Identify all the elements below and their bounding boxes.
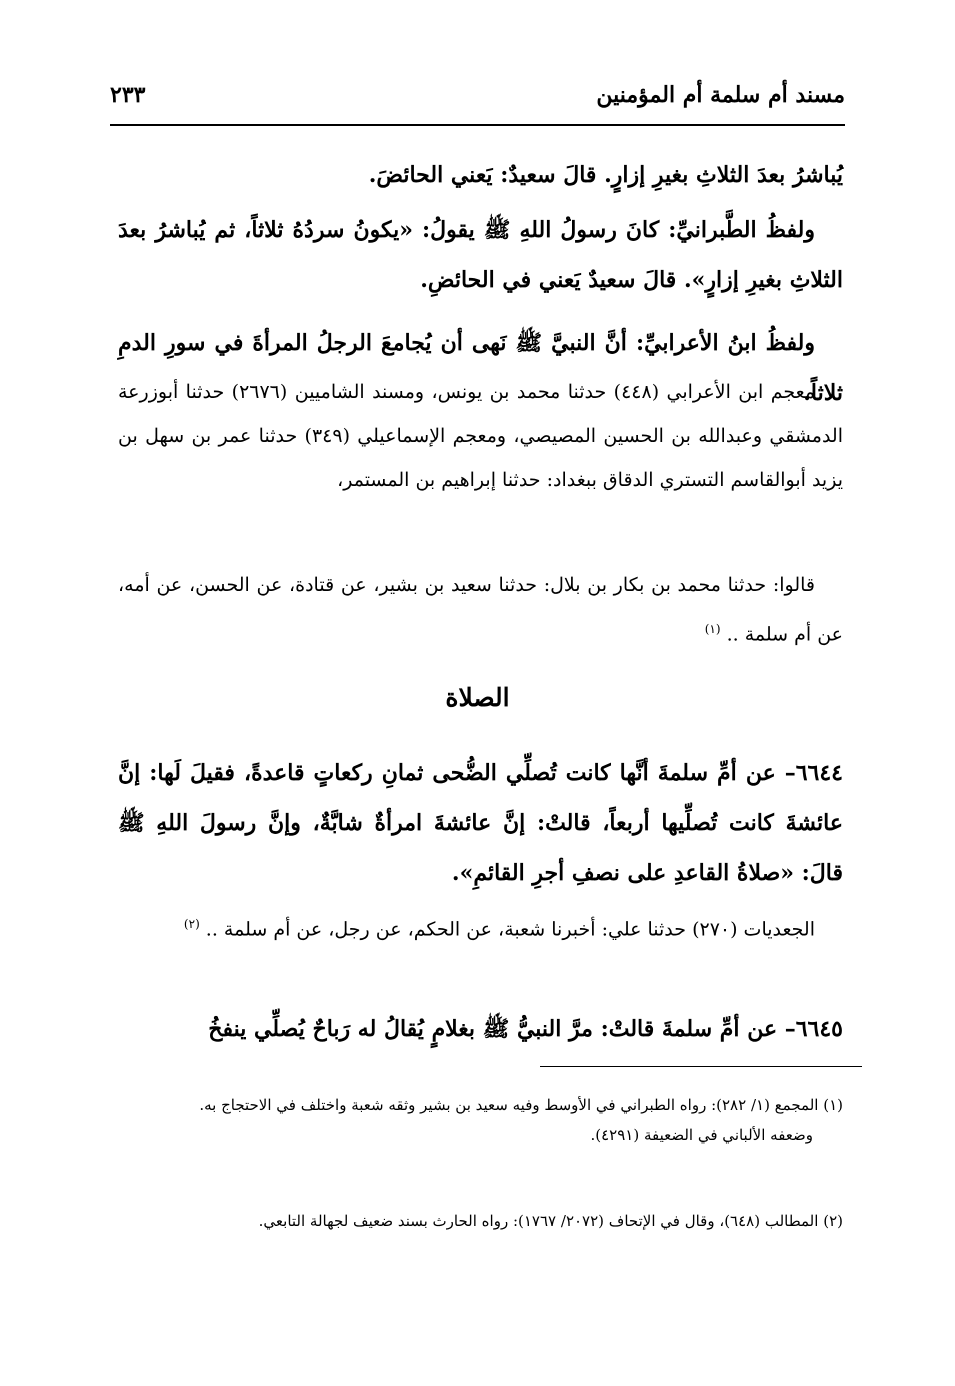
footnote-ref-1: (١) xyxy=(704,622,721,636)
footnote-1-number: (١) xyxy=(823,1096,843,1114)
source-citation-3-text: الجعديات (٢٧٠) حدثنا علي: أخبرنا شعبة، عن الحكم، عن رجل، عن أم سلمة .. xyxy=(205,918,815,941)
section-title: الصلاة xyxy=(445,683,510,712)
page-number: ٢٣٣ xyxy=(110,82,146,108)
source-citation-2-text: قالوا: حدثنا محمد بن بكار بن بلال: حدثنا سعيد بن بشير، عن قتادة، عن الحسن، عن أمه، عن أم سلمة .. xyxy=(118,574,843,646)
paragraph-tabarani: ولفظُ الطَّبرانيِّ: كانَ رسولُ اللهِ ﷺ يقولُ: «يكونُ سردُهُ ثلاثاً، ثم يُباشرُ بعدَ الثلاثِ بغيرِ إزارٍ». قالَ سعيدٌ يَعني في الحائضِ. xyxy=(118,217,843,293)
footnote-2-number: (٢) xyxy=(823,1212,843,1230)
running-title: مسند أم سلمة أم المؤمنين xyxy=(596,82,845,108)
paragraph-continuation: يُباشرُ بعدَ الثلاثِ بغيرِ إزارٍ. قالَ سعيدٌ: يَعني الحائضَ. xyxy=(368,162,843,188)
footnote-ref-2: (٢) xyxy=(183,917,200,931)
footnote-1-text: المجمع (١/ ٢٨٢): رواه الطبراني في الأوسط وفيه سعيد بن بشير وثقه شعبة واختلف في الاحتجاج به. xyxy=(199,1096,819,1114)
footnote-2-text: المطالب (٦٤٨)، وقال في الإتحاف (٢٠٧٢/ ١٧٦٧): رواه الحارث بسند ضعيف لجهالة التابعي. xyxy=(258,1212,819,1230)
hadith-6645: ٦٦٤٥– عن أمِّ سلمةَ قالتْ: مرَّ النبيُّ ﷺ بغلامٍ يُقالُ له رَباحٌ يُصلِّي ينفخُ xyxy=(208,1016,843,1042)
running-header xyxy=(110,82,845,122)
source-citation-1: معجم ابن الأعرابي (٤٤٨) حدثنا محمد بن يونس، ومسند الشاميين (٢٦٧٦) حدثنا أبوزرعة الدمشقي وعبدالله بن الحسين المصيصي، ومعجم الإسماعيلي (٣٤٩) حدثنا عمر بن سهل بن يزيد أبوالقاسم التستري الدقاق ببغداد: حدثنا إبراهيم بن المستمر، xyxy=(118,381,843,491)
footnote-1 xyxy=(118,1090,843,1150)
hadith-6644: ٦٦٤٤– عن أمِّ سلمةَ أنَّها كانت تُصلِّي الضُّحى ثمانِ ركعاتٍ قاعدةً، فقيلَ لَها: إنَّ عائشةَ كانت تُصلِّيها أربعاً، قالتْ: إنَّ عائشةَ امرأةٌ شابَّةٌ، وإنَّ رسولَ اللهِ ﷺ قالَ: «صلاةُ القاعدِ على نصفِ أجرِ القائمِ». xyxy=(118,760,843,886)
footnote-1-extra: وضعفه الألباني في الضعيفة (٤٢٩١). xyxy=(590,1126,813,1144)
footnote-rule xyxy=(540,1066,862,1067)
source-citation-2 xyxy=(118,563,843,656)
header-rule xyxy=(110,124,845,126)
source-citation-3 xyxy=(118,902,843,951)
paragraph-ibn-alarabi: ولفظُ ابنُ الأعرابيِّ: أنَّ النبيَّ ﷺ نَهى أن يُجامعَ الرجلُ المرأةَ في سورِ الدمِ ثلاثاً. xyxy=(118,330,843,406)
footnote-2 xyxy=(118,1206,843,1236)
